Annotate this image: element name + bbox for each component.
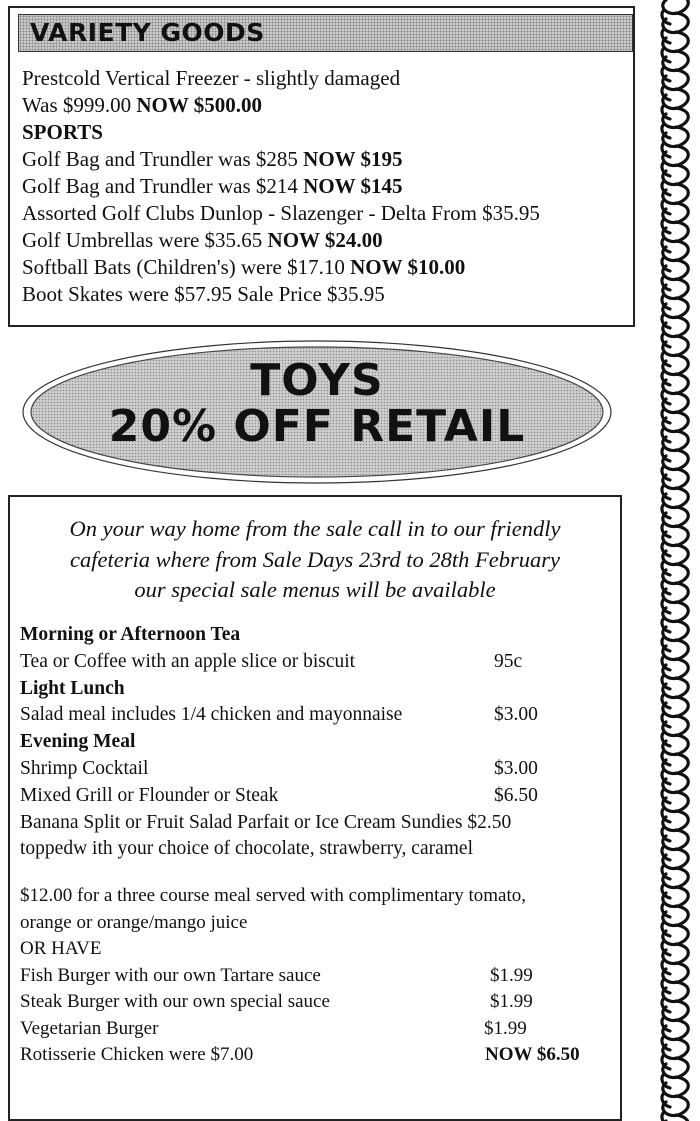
list-item: Boot Skates were $57.95 Sale Price $35.95 [22,282,385,306]
menu-item: Mixed Grill or Flounder or Steak $6.50 [20,784,538,806]
burger-price: $1.99 [490,991,533,1012]
combo-menu [20,885,580,1071]
variety-goods-title: VARIETY GOODS [30,18,265,47]
list-item: Golf Bag and Trundler was $214 NOW $145 [22,174,403,198]
menu-heading: Morning or Afternoon Tea [20,624,241,645]
intro-line: our special sale menus will be available [134,577,496,602]
rope-link [663,1115,688,1121]
menu-price: $3.00 [494,757,538,779]
list-item: Softball Bats (Children's) were $17.10 NOW $10.00 [22,255,466,279]
rope-border-decoration [640,0,700,1121]
combo-line: orange or orange/mango juice [20,911,248,933]
freezer-line: Prestcold Vertical Freezer - slightly damaged [22,66,401,90]
freezer-price-line: Was $999.00 NOW $500.00 [22,93,263,117]
burger-item: Fish Burger with our own Tartare sauce $1.99 [20,964,533,986]
menu-item: Banana Split or Fruit Salad Parfait or Ice Cream Sundies $2.50 [20,811,512,833]
sports-heading: SPORTS [22,120,103,144]
burger-price: NOW $6.50 [485,1044,580,1065]
intro-line: cafeteria where from Sale Days 23rd to 28th February [70,546,560,572]
cafeteria-menu [20,624,538,865]
intro-line: On your way home from the sale call in to our friendly [69,516,561,541]
cafeteria-intro [10,514,620,606]
list-item: Golf Bag and Trundler was $285 NOW $195 [22,147,403,171]
menu-item: toppedw ith your choice of chocolate, strawberry, caramel [20,838,474,860]
burger-item: Rotisserie Chicken were $7.00 NOW $6.50 [20,1044,580,1065]
menu-price: 95c [494,650,523,672]
menu-item: Tea or Coffee with an apple slice or biscuit 95c [20,650,523,672]
cafeteria-section [8,495,622,1121]
variety-goods-list [22,65,540,308]
menu-heading: Light Lunch [20,677,125,699]
menu-price: $3.00 [494,704,538,726]
menu-price: $6.50 [494,784,538,806]
variety-goods-section [8,6,635,327]
burger-price: $1.99 [490,964,533,986]
list-item: Golf Umbrellas were $35.65 NOW $24.00 [22,228,383,252]
combo-line: OR HAVE [20,938,102,959]
combo-line: $12.00 for a three course meal served with complimentary tomato, [20,885,526,906]
burger-price: $1.99 [484,1017,527,1039]
menu-item: Shrimp Cocktail $3.00 [20,757,538,779]
menu-heading: Evening Meal [20,731,136,753]
variety-goods-banner [18,14,633,52]
toys-discount: 20% OFF RETAIL [108,401,526,452]
burger-item: Vegetarian Burger $1.99 [20,1017,527,1039]
toys-title: TOYS [250,355,384,406]
list-item: Assorted Golf Clubs Dunlop - Slazenger - Delta From $35.95 [22,201,540,225]
menu-item: Salad meal includes 1/4 chicken and mayonnaise $3.00 [20,704,538,726]
burger-item: Steak Burger with our own special sauce $1.99 [20,991,533,1012]
toys-oval-banner [20,338,614,486]
